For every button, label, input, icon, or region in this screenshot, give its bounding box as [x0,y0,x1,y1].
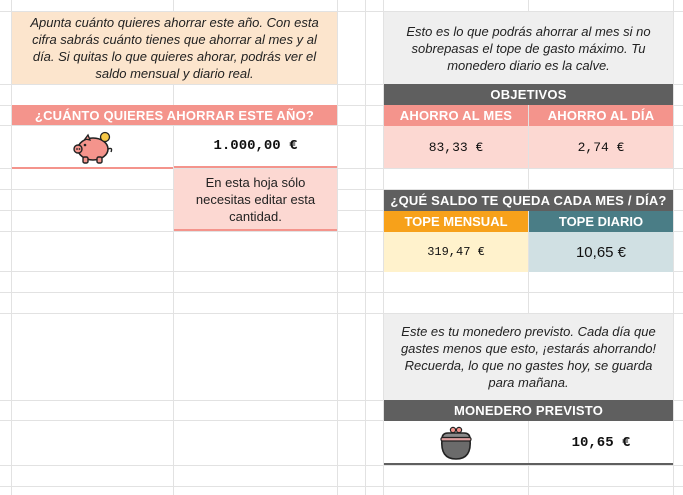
monthly-savings-value [384,126,528,168]
monthly-limit-value-text: 319,47 € [427,245,485,259]
purse-note-text: Este es tu monedero previsto. Cada día que gastes menos que esto, ¡estarás ahorrando! Recuerda, lo que no gastes hoy, se guarda para mañana. [400,324,657,390]
monthly-savings-label-cell [384,105,528,126]
objectives-header-label: OBJETIVOS [490,87,567,102]
edit-hint-note [174,169,337,231]
balance-header [384,190,673,211]
edit-hint-text: En esta hoja sólo necesitas editar esta cantidad. [195,174,316,224]
monthly-savings-value-text: 83,33 € [428,139,484,155]
daily-limit-value [529,232,673,272]
piggy-bank-icon [71,129,115,165]
savings-note-text: Esto es lo que podrás ahorrar al mes si no sobrepasas el tope de gasto máximo. Tu monedero diario es la calve. [406,23,651,73]
coin-purse-icon [436,425,476,461]
daily-savings-value [529,126,673,168]
daily-savings-label: AHORRO AL DÍA [547,108,655,123]
annual-goal-value[interactable] [174,126,337,168]
monthly-limit-label: TOPE MENSUAL [404,214,508,229]
annual-goal-header [12,105,337,125]
daily-limit-value-text: 10,65 € [575,243,627,261]
balance-header-label: ¿QUÉ SALDO TE QUEDA CADA MES / DÍA? [390,193,667,208]
annual-goal-underline [12,167,173,169]
purse-header-label: MONEDERO PREVISTO [453,403,604,418]
purse-note [384,314,673,400]
daily-limit-label-cell [529,211,673,232]
purse-underline [384,463,673,465]
intro-note-text: Apunta cuánto quieres ahorrar este año. Con esta cifra sabrás cuánto tienes que ahorrar al mes y al día. Si quitas lo que quieres ahorar, podrás ver el saldo mensual y diario real. [30,15,319,81]
annual-goal-value-text: 1.000,00 € [213,138,298,154]
coin-purse-cell [384,421,528,464]
savings-note [384,12,673,84]
purse-header [384,400,673,421]
intro-note [12,12,337,84]
annual-goal-header-label: ¿CUÁNTO QUIERES AHORRAR ESTE AÑO? [34,107,315,123]
daily-savings-value-text: 2,74 € [577,139,625,155]
purse-value [529,421,673,464]
daily-limit-label: TOPE DIARIO [558,214,644,229]
purse-value-text: 10,65 € [571,434,631,451]
monthly-limit-label-cell [384,211,528,232]
monthly-limit-value [384,232,528,272]
monthly-savings-label: AHORRO AL MES [399,108,513,123]
piggy-bank-cell [12,126,173,168]
objectives-header [384,84,673,105]
daily-savings-label-cell [529,105,673,126]
